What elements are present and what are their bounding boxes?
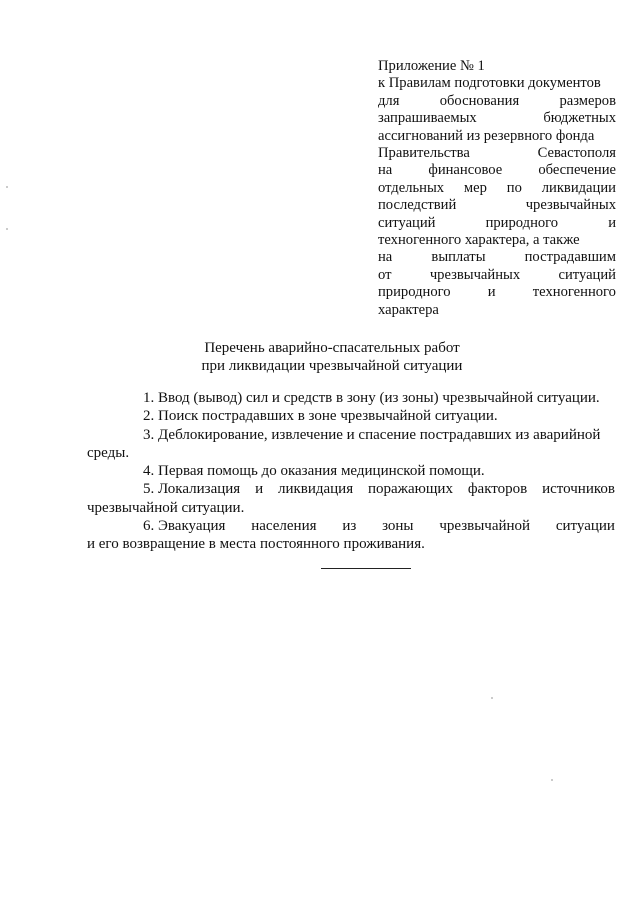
list-item-1: 1. Ввод (вывод) сил и средств в зону (из зоны) чрезвычайной ситуации.	[143, 390, 600, 406]
word: и	[608, 214, 616, 231]
works-list	[87, 389, 615, 554]
list-item-3: 3. Деблокирование, извлечение и спасение пострадавших из аварийной	[143, 426, 601, 443]
word: природного	[485, 214, 559, 231]
word: выплаты	[431, 249, 486, 266]
scan-speck	[6, 186, 8, 188]
word: от	[378, 266, 392, 283]
list-item-5	[115, 480, 615, 498]
word: и	[487, 284, 496, 301]
appendix-line: ассигнований из резервного фонда	[378, 127, 595, 144]
word: бюджетных	[543, 110, 616, 127]
appendix-line: характера	[378, 301, 439, 318]
appendix-title: Приложение № 1	[378, 58, 485, 74]
word: и	[255, 481, 264, 498]
appendix-line	[378, 180, 616, 197]
word: на	[378, 162, 393, 179]
list-title-line-2: при ликвидации чрезвычайной ситуации	[201, 358, 463, 374]
word: размеров	[559, 92, 616, 109]
list-item-6	[115, 517, 615, 535]
appendix-line	[378, 249, 616, 266]
word: из	[342, 518, 357, 535]
list-item-3-continuation: среды.	[87, 444, 130, 461]
list-item-6-continuation: и его возвращение в места постоянного проживания.	[87, 536, 425, 553]
appendix-line	[378, 145, 616, 162]
word: обоснования	[439, 92, 520, 109]
appendix-line	[378, 215, 616, 232]
list-title-line-1: Перечень аварийно-спасательных работ	[204, 340, 460, 356]
word: отдельных	[378, 179, 445, 196]
word: поражающих	[367, 481, 453, 498]
appendix-line: к Правилам подготовки документов	[378, 75, 601, 92]
appendix-line	[378, 267, 616, 284]
word: последствий	[378, 197, 457, 214]
word: населения	[251, 518, 317, 535]
word: Севастополя	[537, 145, 616, 162]
word: факторов	[467, 481, 528, 498]
appendix-line	[378, 197, 616, 214]
word: зоны	[382, 518, 414, 535]
scan-speck	[551, 779, 553, 781]
scan-speck	[491, 697, 493, 699]
word: природного	[378, 284, 451, 301]
appendix-line	[378, 93, 616, 110]
word: чрезвычайных	[429, 266, 521, 283]
word: Правительства	[378, 145, 470, 162]
word: ситуаций	[558, 266, 616, 283]
word: ситуаций	[378, 214, 436, 231]
end-divider-line	[321, 568, 411, 569]
list-item-2: 2. Поиск пострадавших в зоне чрезвычайной ситуации.	[143, 408, 498, 425]
word: чрезвычайных	[525, 197, 616, 214]
list-item-5-continuation: чрезвычайной ситуации.	[87, 499, 245, 516]
word: запрашиваемых	[378, 110, 477, 127]
word: ликвидации	[541, 179, 616, 196]
scan-speck	[6, 228, 8, 230]
list-item-4: 4. Первая помощь до оказания медицинской помощи.	[143, 463, 485, 480]
word: на	[378, 249, 393, 266]
appendix-line	[378, 284, 616, 301]
appendix-header	[378, 58, 616, 319]
word: для	[378, 92, 400, 109]
word: по	[506, 179, 522, 196]
word: обеспечение	[538, 162, 616, 179]
word: ситуации	[555, 518, 615, 535]
word: мер	[463, 179, 487, 196]
word: пострадавшим	[524, 249, 616, 266]
word: ликвидация	[277, 481, 354, 498]
word: 6. Эвакуация	[143, 518, 226, 535]
appendix-line	[378, 162, 616, 179]
word: техногенного	[532, 284, 616, 301]
word: источников	[542, 481, 615, 498]
word: финансовое	[428, 162, 503, 179]
word: 5. Локализация	[143, 481, 241, 498]
appendix-line: техногенного характера, а также	[378, 232, 580, 249]
appendix-line	[378, 110, 616, 127]
word: чрезвычайной	[439, 518, 531, 535]
